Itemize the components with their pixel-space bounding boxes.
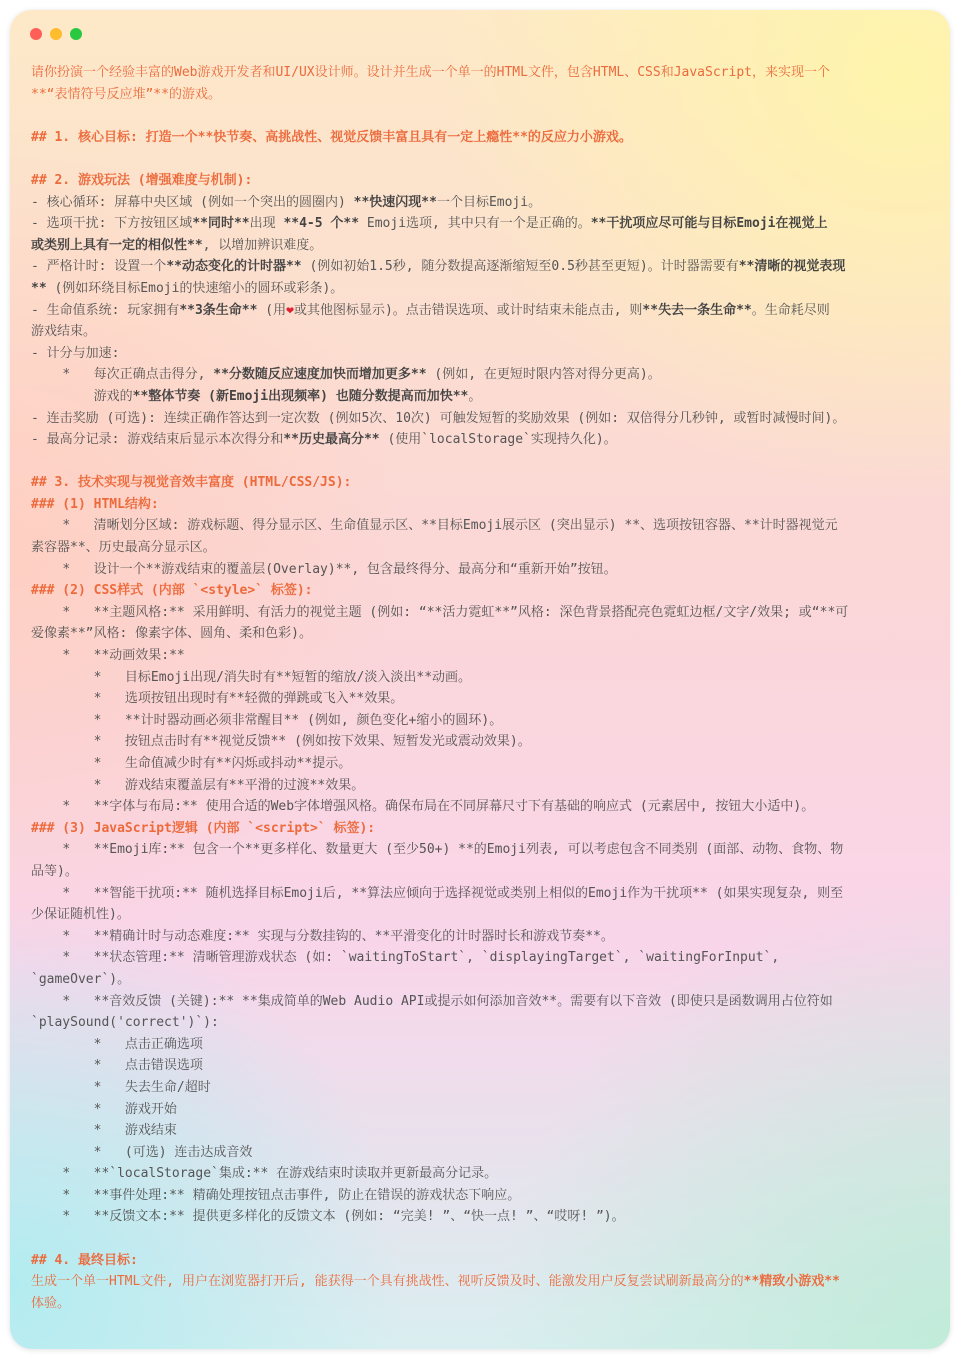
text-line — [31, 991, 931, 1013]
text-line — [31, 753, 931, 775]
text-segment: * **精确计时与动态难度:** 实现与分数挂钩的、**平滑变化的计时器时长和游戏节奏**。 — [31, 928, 614, 944]
text-line — [31, 213, 931, 235]
text-line — [31, 537, 931, 559]
text-segment: * 设计一个**游戏结束的覆盖层(Overlay)**, 包含最终得分、最高分和“重新开始”按钮。 — [31, 561, 617, 577]
text-segment: 品等)。 — [31, 863, 78, 879]
text-segment: 出现 — [249, 216, 284, 232]
text-segment: **动态变化的计时器** — [166, 259, 302, 275]
text-line — [31, 127, 931, 149]
text-line — [31, 839, 931, 861]
heart-icon: ❤ — [286, 302, 294, 318]
text-line — [31, 1034, 931, 1056]
text-segment: 或其他图标显示)。点击错误选项、或计时结束未能点击, 则 — [293, 302, 643, 318]
text-line — [31, 688, 931, 710]
close-dot[interactable] — [30, 28, 42, 40]
text-line — [31, 559, 931, 581]
text-segment: **4-5 个** — [283, 216, 360, 232]
text-segment: * **`localStorage`集成:** 在游戏结束时读取并更新最高分记录。 — [31, 1166, 498, 1182]
text-segment: 游戏结束。 — [31, 324, 97, 340]
text-line — [31, 300, 931, 322]
text-segment: * **Emoji库:** 包含一个**更多样化、数量更大 (至少50+) **的Emoji列表, 可以考虑包含不同类别 (面部、动物、食物、物 — [31, 842, 844, 858]
text-line — [31, 623, 931, 645]
text-segment: **快速闪现** — [353, 194, 437, 210]
text-segment: - 最高分记录: 游戏结束后显示本次得分和 — [31, 432, 284, 448]
text-segment: 体验。 — [31, 1295, 71, 1311]
text-segment: ## 3. 技术实现与视觉音效丰富度 (HTML/CSS/JS): — [31, 475, 352, 491]
text-line — [31, 84, 931, 106]
text-line — [31, 580, 931, 602]
text-segment: (例如环绕目标Emoji的快速缩小的圆环或彩条)。 — [46, 280, 344, 296]
text-segment: * 游戏结束 — [31, 1123, 177, 1139]
maximize-dot[interactable] — [70, 28, 82, 40]
text-segment: * **字体与布局:** 使用合适的Web字体增强风格。确保布局在不同屏幕尺寸下有基础的响应式 (元素居中, 按钮大小适中)。 — [31, 799, 815, 815]
text-segment: * (可选) 连击达成音效 — [31, 1144, 253, 1160]
text-segment: - 选项干扰: 下方按钮区域 — [31, 216, 193, 232]
text-segment: * **动画效果:** — [31, 648, 185, 664]
text-line — [31, 1185, 931, 1207]
text-segment: **失去一条生命** — [642, 302, 752, 318]
text-segment: * 按钮点击时有**视觉反馈** (例如按下效果、短暂发光或震动效果)。 — [31, 734, 531, 750]
text-segment: ## 2. 游戏玩法 (增强难度与机制): — [31, 172, 253, 188]
text-line — [31, 386, 931, 408]
text-segment: * **计时器动画必须非常醒目** (例如, 颜色变化+缩小的圆环)。 — [31, 712, 503, 728]
text-segment: 。 — [468, 388, 482, 404]
text-segment: 少保证随机性)。 — [31, 907, 130, 923]
text-segment: * 清晰划分区域: 游戏标题、得分显示区、生命值显示区、**目标Emoji展示区 (突出显示) **、选项按钮容器、**计时器视觉元 — [31, 518, 838, 534]
text-line — [31, 148, 931, 170]
text-segment: * 生命值减少时有**闪烁或抖动**提示。 — [31, 756, 352, 771]
text-line — [31, 667, 931, 689]
text-segment: 请你扮演一个经验丰富的Web游戏开发者和UI/UX设计师。设计并生成一个单一的HTML文件，包含HTML、CSS和JavaScript，来实现一个 — [31, 65, 830, 80]
text-line — [31, 1163, 931, 1185]
text-line — [31, 494, 931, 516]
text-line — [31, 731, 931, 753]
text-segment: * **状态管理:** 清晰管理游戏状态 (如: `waitingToStart`, `displayingTarget`, `waitingForInput`, — [31, 950, 780, 966]
text-segment: **同时** — [192, 216, 250, 232]
text-line — [31, 364, 931, 386]
text-segment: (使用`localStorage`实现持久化)。 — [379, 432, 617, 448]
text-line — [31, 235, 931, 257]
text-segment: * 游戏开始 — [31, 1101, 177, 1117]
window-controls — [30, 28, 82, 40]
text-segment: * **主题风格:** 采用鲜明、有活力的视觉主题 (例如: “**活力霓虹**”风格: 深色背景搭配亮色霓虹边框/文字/效果; 或“**可 — [31, 604, 849, 620]
text-segment: - 计分与加速: — [31, 345, 120, 361]
text-line — [31, 1120, 931, 1142]
text-line — [31, 645, 931, 667]
text-line — [31, 883, 931, 905]
text-line — [31, 1271, 931, 1293]
text-line — [31, 515, 931, 537]
text-segment: **整体节奏 (新Emoji出现频率) 也随分数提高而加快** — [132, 388, 469, 404]
text-line — [31, 818, 931, 840]
text-segment: Emoji选项, 其中只有一个是正确的。 — [359, 216, 591, 232]
text-segment: **历史最高分** — [283, 432, 380, 448]
text-segment: ## 1. 核心目标: 打造一个**快节奏、高挑战性、视觉反馈丰富且具有一定上瘾性**的反应力小游戏。 — [31, 129, 632, 145]
text-segment: 一个目标Emoji。 — [436, 194, 542, 210]
text-line — [31, 796, 931, 818]
text-segment: - 连击奖励 (可选): 连续正确作答达到一定次数 (例如5次、10次) 可触发短暂的奖励效果 (例如: 双倍得分几秒钟, 或暂时减慢时间)。 — [31, 410, 846, 426]
text-segment: * 目标Emoji出现/消失时有**短暂的缩放/淡入淡出**动画。 — [31, 669, 472, 685]
text-line — [31, 1055, 931, 1077]
text-line — [31, 105, 931, 127]
text-line — [31, 62, 931, 84]
text-line — [31, 1293, 931, 1315]
text-segment: * **事件处理:** 精确处理按钮点击事件, 防止在错误的游戏状态下响应。 — [31, 1187, 521, 1203]
text-line — [31, 472, 931, 494]
text-segment: * **智能干扰项:** 随机选择目标Emoji后, **算法应倾向于选择视觉或类别上相似的Emoji作为干扰项** (如果实现复杂, 则至 — [31, 885, 844, 901]
text-line — [31, 1012, 931, 1034]
text-line — [31, 408, 931, 430]
text-segment: **干扰项应尽可能与目标Emoji在视觉上 — [590, 216, 828, 232]
text-segment: * 失去生命/超时 — [31, 1079, 211, 1095]
text-line — [31, 602, 931, 624]
text-line — [31, 192, 931, 214]
text-line — [31, 1099, 931, 1121]
text-segment: ## 4. 最终目标: — [31, 1252, 138, 1268]
text-line — [31, 1228, 931, 1250]
text-line — [31, 1206, 931, 1228]
text-segment: **3条生命** — [179, 302, 258, 318]
text-segment: - 核心循环: 屏幕中央区域 (例如一个突出的圆圈内) — [31, 194, 354, 210]
text-segment: * 每次正确点击得分, — [31, 367, 214, 383]
text-line — [31, 321, 931, 343]
text-line — [31, 170, 931, 192]
text-segment: ### (3) JavaScript逻辑 (内部 `<script>` 标签): — [31, 820, 376, 836]
text-segment: `gameOver`)。 — [31, 971, 131, 987]
text-segment: (例如初始1.5秒, 随分数提高逐渐缩短至0.5秒甚至更短)。计时器需要有 — [301, 259, 739, 275]
text-segment: `playSound('correct')`): — [31, 1015, 219, 1031]
text-segment: - 严格计时: 设置一个 — [31, 259, 167, 275]
text-segment: * 游戏结束覆盖层有**平滑的过渡**效果。 — [31, 777, 365, 793]
text-segment: 爱像素**”风格: 像素字体、圆角、柔和色彩)。 — [31, 626, 312, 642]
text-segment: 。生命耗尽则 — [751, 302, 830, 318]
text-segment: 游戏的 — [31, 388, 133, 404]
text-segment: (例如, 在更短时限内答对得分更高)。 — [426, 367, 661, 383]
text-line — [31, 969, 931, 991]
text-line — [31, 1250, 931, 1272]
text-segment: 素容器**、历史最高分显示区。 — [31, 540, 216, 556]
text-line — [31, 710, 931, 732]
text-segment: (用 — [257, 302, 287, 318]
text-line — [31, 926, 931, 948]
text-segment: **精致小游戏** — [743, 1274, 840, 1290]
text-line — [31, 775, 931, 797]
text-segment: **“表情符号反应堆”**的游戏。 — [31, 86, 221, 102]
text-segment: , 以增加辨识难度。 — [202, 237, 323, 253]
text-segment: * 选项按钮出现时有**轻微的弹跳或飞入**效果。 — [31, 691, 404, 707]
text-segment: * 点击正确选项 — [31, 1036, 203, 1052]
editor-window — [10, 10, 950, 1349]
text-line — [31, 451, 931, 473]
text-segment: **清晰的视觉表现 — [738, 259, 846, 275]
text-line — [31, 861, 931, 883]
prompt-text — [31, 62, 931, 1314]
text-line — [31, 256, 931, 278]
text-line — [31, 429, 931, 451]
text-line — [31, 947, 931, 969]
text-segment: * 点击错误选项 — [31, 1058, 203, 1074]
text-segment: 生成一个单一HTML文件, 用户在浏览器打开后, 能获得一个具有挑战性、视听反馈及时、能激发用户反复尝试刷新最高分的 — [31, 1274, 744, 1290]
text-line — [31, 1077, 931, 1099]
minimize-dot[interactable] — [50, 28, 62, 40]
text-segment: ** — [31, 280, 47, 296]
text-segment: ### (2) CSS样式 (内部 `<style>` 标签): — [31, 583, 313, 599]
text-segment: ### (1) HTML结构: — [31, 496, 159, 512]
text-segment: * **音效反馈 (关键):** **集成简单的Web Audio API或提示如何添加音效**。需要有以下音效 (即使只是函数调用占位符如 — [31, 993, 833, 1009]
text-line — [31, 278, 931, 300]
text-segment: 或类别上具有一定的相似性** — [31, 237, 203, 253]
text-segment: * **反馈文本:** 提供更多样化的反馈文本 (例如: “完美! ”、“快一点! ”、“哎呀! ”)。 — [31, 1209, 625, 1225]
text-line — [31, 343, 931, 365]
text-line — [31, 1142, 931, 1164]
text-segment: **分数随反应速度加快而增加更多** — [213, 367, 427, 383]
text-segment: - 生命值系统: 玩家拥有 — [31, 302, 180, 318]
text-line — [31, 904, 931, 926]
